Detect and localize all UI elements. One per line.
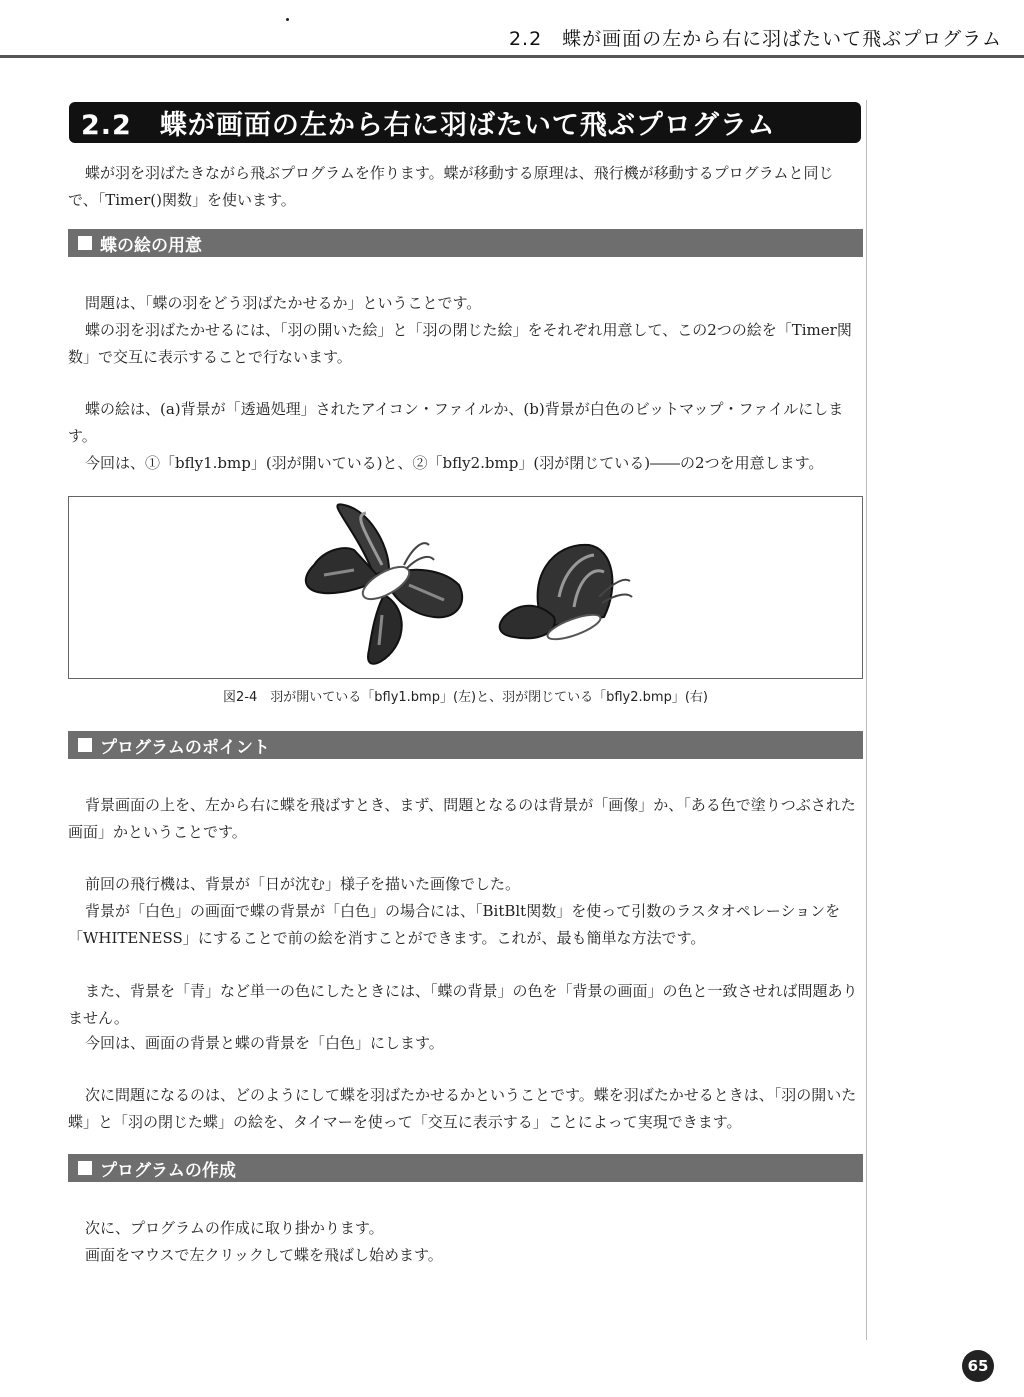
- subheading-program-points: [68, 731, 863, 759]
- square-bullet-icon: [78, 738, 92, 752]
- page-number: 65: [962, 1350, 994, 1382]
- section-title-bar: [69, 102, 861, 143]
- square-bullet-icon: [78, 1161, 92, 1175]
- paragraph: 蝶の絵は、(a)背景が「透過処理」されたアイコン・ファイルか、(b)背景が白色のビットマップ・ファイルにします。: [68, 400, 844, 445]
- paragraph: 前回の飛行機は、背景が「日が沈む」様子を描いた画像でした。: [85, 875, 521, 893]
- paragraph: また、背景を「青」など単一の色にしたときには、「蝶の背景」の色を「背景の画面」の色と一致させれば問題ありません。: [68, 982, 858, 1027]
- paragraph: 次に問題になるのは、どのようにして蝶を羽ばたかせるかということです。蝶を羽ばたかせるときは、「羽の開いた蝶」と「羽の閉じた蝶」の絵を、タイマーを使って「交互に表示する」ことによって実現できます。: [68, 1086, 857, 1131]
- butterfly-open-wings-image: [306, 504, 462, 663]
- paragraph: 次に、プログラムの作成に取り掛かります。: [85, 1219, 384, 1237]
- butterfly-illustration: [69, 497, 862, 678]
- subheading-butterfly-images: [68, 229, 863, 257]
- paragraph: 背景が「白色」の画面で蝶の背景が「白色」の場合には、「BitBlt関数」を使って引数のラスタオペレーションを「WHITENESS」にすることで前の絵を消すことができます。これが、最も簡単な方法です。: [68, 902, 841, 947]
- paragraph: 画面をマウスで左クリックして蝶を飛ばし始めます。: [85, 1246, 443, 1264]
- paragraph: 今回は、画面の背景と蝶の背景を「白色」にします。: [85, 1034, 444, 1052]
- print-speck: [286, 18, 289, 21]
- running-header: [0, 0, 1024, 56]
- paragraph: 蝶の羽を羽ばたかせるには、「羽の開いた絵」と「羽の閉じた絵」をそれぞれ用意して、この2つの絵を「Timer関数」で交互に表示することで行ないます。: [68, 321, 852, 366]
- subheading-label: プログラムの作成: [100, 1160, 236, 1181]
- figure-frame: [68, 496, 863, 679]
- subheading-label: 蝶の絵の用意: [100, 235, 202, 256]
- subheading-program-creation: [68, 1154, 863, 1182]
- paragraph: 背景画面の上を、左から右に蝶を飛ばすとき、まず、問題となるのは背景が「画像」か、「ある色で塗りつぶされた画面」かということです。: [68, 796, 856, 841]
- subheading-label: プログラムのポイント: [100, 737, 270, 758]
- butterfly-closed-wings-image: [500, 545, 632, 644]
- paragraph: 今回は、①「bfly1.bmp」(羽が開いている)と、②「bfly2.bmp」(羽が閉じている)――の2つを用意します。: [85, 454, 824, 472]
- square-bullet-icon: [78, 236, 92, 250]
- figure-caption: 図2-4 羽が開いている「bfly1.bmp」(左)と、羽が閉じている「bfly2.bmp」(右): [223, 690, 708, 705]
- paragraph: 問題は、「蝶の羽をどう羽ばたかせるか」ということです。: [85, 294, 482, 312]
- running-title: 2.2 蝶が画面の左から右に羽ばたいて飛ぶプログラム: [508, 28, 1002, 50]
- header-rule: [0, 55, 1024, 58]
- section-title: 2.2 蝶が画面の左から右に羽ばたいて飛ぶプログラム: [81, 110, 776, 141]
- intro-paragraph: 蝶が羽を羽ばたきながら飛ぶプログラムを作ります。蝶が移動する原理は、飛行機が移動するプログラムと同じで、「Timer()関数」を使います。: [68, 164, 834, 209]
- margin-rule: [866, 100, 867, 1340]
